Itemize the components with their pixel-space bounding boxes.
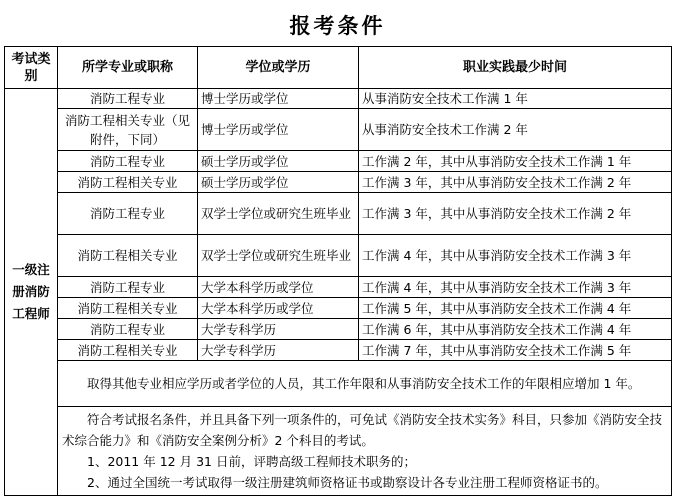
table-row <box>5 277 672 298</box>
table-row <box>5 319 672 340</box>
header-major: 所学专业或职称 <box>58 47 198 89</box>
category-cell: 一级注册消防工程师 <box>5 89 58 496</box>
experience-cell: 工作满 4 年，其中从事消防安全技术工作满 3 年 <box>359 235 672 277</box>
degree-cell: 大学专科学历 <box>198 340 359 361</box>
note-row <box>5 361 672 407</box>
table-row <box>5 340 672 361</box>
degree-cell: 博士学历或学位 <box>198 109 359 151</box>
experience-cell: 工作满 5 年，其中从事消防安全技术工作满 4 年 <box>359 298 672 319</box>
experience-cell: 工作满 2 年，其中从事消防安全技术工作满 1 年 <box>359 151 672 172</box>
degree-cell: 双学士学位或研究生班毕业 <box>198 193 359 235</box>
experience-cell: 工作满 3 年，其中从事消防安全技术工作满 2 年 <box>359 172 672 193</box>
requirements-table <box>4 46 672 496</box>
exemption-item-1: 1、2011 年 12 月 31 日前，评聘高级工程师技术职务的； <box>87 454 416 469</box>
major-cell: 消防工程相关专业（见附件，下同） <box>58 109 198 151</box>
major-cell: 消防工程专业 <box>58 151 198 172</box>
major-cell: 消防工程专业 <box>58 193 198 235</box>
experience-cell: 从事消防安全技术工作满 2 年 <box>359 109 672 151</box>
experience-cell: 从事消防安全技术工作满 1 年 <box>359 89 672 109</box>
major-cell: 消防工程专业 <box>58 277 198 298</box>
experience-cell: 工作满 4 年，其中从事消防安全技术工作满 3 年 <box>359 277 672 298</box>
exemption-text: 符合考试报名条件，并且具备下列一项条件的，可免试《消防安全技术实务》科目，只参加《消防安全技术综合能力》和《消防安全案例分析》2 个科目的考试。 <box>62 412 663 448</box>
page-title: 报考条件 <box>289 14 386 38</box>
degree-cell: 博士学历或学位 <box>198 89 359 109</box>
table-row <box>5 151 672 172</box>
extra-year-note: 取得其他专业相应学历或者学位的人员，其工作年限和从事消防安全技术工作的年限相应增加 1 年。 <box>58 361 672 407</box>
table-row <box>5 109 672 151</box>
experience-cell: 工作满 3 年，其中从事消防安全技术工作满 2 年 <box>359 193 672 235</box>
table-row <box>5 235 672 277</box>
table-row <box>5 193 672 235</box>
degree-cell: 硕士学历或学位 <box>198 172 359 193</box>
major-cell: 消防工程相关专业 <box>58 235 198 277</box>
major-cell: 消防工程相关专业 <box>58 340 198 361</box>
major-cell: 消防工程相关专业 <box>58 298 198 319</box>
table-row <box>5 172 672 193</box>
header-category: 考试类别 <box>5 47 58 89</box>
major-cell: 消防工程专业 <box>58 319 198 340</box>
major-cell: 消防工程专业 <box>58 89 198 109</box>
degree-cell: 大学本科学历或学位 <box>198 277 359 298</box>
header-experience: 职业实践最少时间 <box>359 47 672 89</box>
table-row <box>5 89 672 109</box>
degree-cell: 双学士学位或研究生班毕业 <box>198 235 359 277</box>
degree-cell: 硕士学历或学位 <box>198 151 359 172</box>
note-row <box>5 407 672 496</box>
exemption-item-2: 2、通过全国统一考试取得一级注册建筑师资格证书或勘察设计各专业注册工程师资格证书的。 <box>87 475 608 490</box>
exemption-note <box>58 407 672 496</box>
experience-cell: 工作满 6 年，其中从事消防安全技术工作满 4 年 <box>359 319 672 340</box>
header-degree: 学位或学历 <box>198 47 359 89</box>
degree-cell: 大学本科学历或学位 <box>198 298 359 319</box>
degree-cell: 大学专科学历 <box>198 319 359 340</box>
table-row <box>5 298 672 319</box>
major-cell: 消防工程相关专业 <box>58 172 198 193</box>
experience-cell: 工作满 7 年，其中从事消防安全技术工作满 5 年 <box>359 340 672 361</box>
